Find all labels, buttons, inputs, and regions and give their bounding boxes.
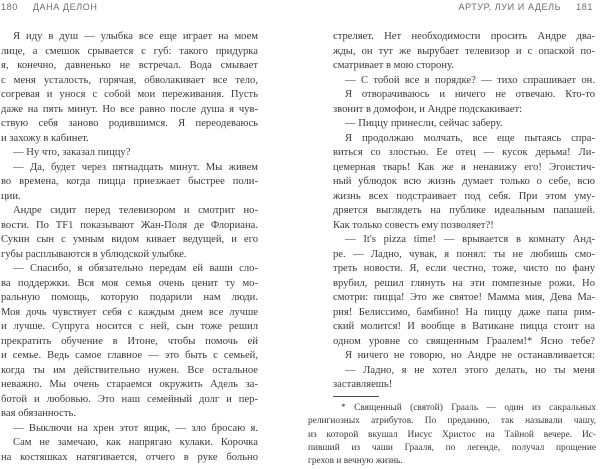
text-line: врубил, решил глянуть на эти помпезные рожи. Но bbox=[333, 277, 595, 289]
paragraph bbox=[333, 364, 595, 393]
text-line: Сукин сын с умным видом кивает ведущей, и его bbox=[1, 234, 258, 245]
text-line: треть новости. Я, если честно, тоже, чисто по фану bbox=[333, 263, 595, 274]
text-line: — Ладно, я не хотел этого делать, но ты меня bbox=[345, 364, 595, 376]
text-line: и семье. Ведь самое главное — это быть с семьей, bbox=[1, 350, 258, 361]
footnote-divider bbox=[333, 396, 379, 397]
text-line: * Священный (святой) Грааль — один из сакральных bbox=[341, 403, 596, 413]
text-line: ботой и любовью. Это наш семейный долг и пер- bbox=[1, 393, 258, 405]
text-line: — С тобой все в порядке? — тихо спрашивает он. bbox=[345, 74, 595, 86]
text-line: виться со злостью. Ее отец — кусок дерьма! Ли- bbox=[333, 147, 595, 158]
text-line: дряется выглядеть на публике идеальным папашей. bbox=[333, 205, 595, 216]
paragraph bbox=[1, 204, 258, 262]
text-line: ре. — Ладно, чувак, я понял: ты не любишь смо- bbox=[333, 248, 595, 260]
text-line: я, конечно, давненько не встречал. Вода смывает bbox=[1, 60, 258, 71]
paragraph bbox=[1, 146, 258, 161]
text-line: грехов и вечную жизнь. bbox=[308, 456, 403, 467]
paragraph bbox=[333, 233, 595, 349]
text-line: Сам не замечаю, как напрягаю кулаки. Корочка bbox=[13, 437, 258, 448]
text-line: Моя дочь чувствует себя с каждым днем все лучше bbox=[1, 306, 258, 318]
text-line: ский молится! И вообще в Ватикане пицца стоит на bbox=[333, 321, 595, 332]
text-line: сматривает в мою сторону. bbox=[333, 60, 454, 71]
text-line: Я продолжаю молчать, все еще пытаясь спра- bbox=[345, 132, 595, 144]
text-line: стреляет. Нет необходимости просить Андре два- bbox=[333, 31, 595, 42]
left-page-body bbox=[1, 30, 258, 465]
right-page-number: 181 bbox=[576, 2, 593, 12]
text-line: ральную помощь, которую подарили нам люди. bbox=[1, 292, 258, 303]
paragraph bbox=[308, 402, 596, 468]
paragraph bbox=[333, 349, 595, 364]
text-line: — It's pizza time! — врывается в комнату Анд- bbox=[345, 234, 595, 245]
right-page-body bbox=[333, 30, 595, 393]
text-line: и лучше. Супруга носится с ней, сын тоже решил bbox=[1, 321, 258, 332]
text-line: из которой вкушал Иисус Христос на Тайной вечере. Ис- bbox=[308, 429, 596, 440]
text-line: Я ничего не говорю, но Андре не останавливается: bbox=[345, 350, 595, 361]
left-running-header bbox=[1, 2, 97, 13]
text-line: — Ну что, заказал пиццу? bbox=[13, 147, 131, 158]
text-line: Я иду в душ — улыбка все еще играет на моем bbox=[13, 31, 258, 42]
text-line: — Да, будет через пятнадцать минут. Мы живем bbox=[13, 161, 258, 173]
left-running-title: ДАНА ДЕЛОН bbox=[32, 2, 98, 12]
paragraph bbox=[1, 422, 258, 437]
paragraph bbox=[333, 74, 595, 89]
paragraph bbox=[1, 161, 258, 205]
footnote-body bbox=[308, 402, 596, 468]
paragraph bbox=[1, 262, 258, 422]
text-line: ции. bbox=[1, 190, 21, 202]
right-running-title: АРТУР, ЛУИ И АДЕЛЬ bbox=[458, 2, 562, 12]
text-line: звонит в домофон, и Андре подскакивает: bbox=[333, 103, 523, 115]
text-line: губы расплываются в ублюдской улыбке. bbox=[1, 248, 187, 260]
text-line: вости. По TF1 показывают Жан-Поля де Флориана. bbox=[1, 219, 258, 231]
paragraph bbox=[1, 30, 258, 146]
text-line: Как только совесть ему позволяет?! bbox=[333, 219, 494, 231]
footnote bbox=[308, 396, 596, 468]
text-line: смотри: пицца! Это же святое! Мамма мия, Дева Ма- bbox=[333, 292, 595, 303]
text-line: цемерная тварь! Как же я ненавижу его! Эгоистич- bbox=[333, 161, 595, 173]
text-line: заставляешь! bbox=[333, 379, 393, 390]
text-line: во времена, когда пицца приезжает быстрее поли- bbox=[1, 176, 258, 187]
text-line: жизнь всех подстраивает под себя. При этом уму- bbox=[333, 190, 595, 202]
text-line: согревая и унося с собой мои переживания. Пусть bbox=[1, 89, 258, 100]
text-line: вая обязанность. bbox=[1, 408, 76, 419]
text-line: ва поддержки. Вся моя семья очень ценит ту мо- bbox=[1, 277, 258, 289]
text-line: — Пиццу принесли, сейчас заберу. bbox=[345, 118, 503, 129]
text-line: Я отворачиваюсь и ничего не отвечаю. Кто-то bbox=[345, 89, 595, 100]
left-page-number: 180 bbox=[1, 2, 18, 12]
text-line: с меня усталость, горячая, обволакивает все тело, bbox=[1, 74, 258, 86]
text-line: ный ублюдок всю жизнь думает только о себе, всю bbox=[333, 176, 595, 187]
paragraph bbox=[333, 117, 595, 132]
paragraph bbox=[333, 30, 595, 74]
text-line: религиозных атрибутов. По преданию, так называли чашу, bbox=[308, 416, 596, 427]
text-line: лице, а смешок срывается с губ: такого придурка bbox=[1, 45, 258, 57]
text-line: жды, он тут же вырубает телевизор и с опаской по- bbox=[333, 45, 595, 57]
text-line: — Спасибо, я обязательно передам ей ваши сло- bbox=[13, 263, 258, 274]
text-line: неважно. Мы очень стараемся окружить Адель за- bbox=[1, 379, 258, 390]
paragraph bbox=[1, 436, 258, 465]
text-line: прекратить обучение в Итоне, чтобы помочь ей bbox=[1, 335, 258, 347]
paragraph bbox=[333, 88, 595, 117]
text-line: пивший из чаши Грааля, по легенде, получал прощение bbox=[308, 442, 596, 453]
text-line: когда ты им действительно нужен. Все остальное bbox=[1, 364, 258, 376]
text-line: Андре сидит перед телевизором и смотрит но- bbox=[13, 205, 258, 216]
paragraph bbox=[333, 132, 595, 234]
text-line: — Выключи на хрен этот ящик, — зло бросаю я. bbox=[13, 422, 258, 434]
text-line: на костяшках натягивается, отчего в руке больно bbox=[1, 451, 258, 463]
text-line: рия! Белиссимо, бамбино! На пиццу даже папа рим- bbox=[333, 306, 595, 318]
text-line: даже на пять минут. Но все равно после душа я чув- bbox=[1, 103, 258, 115]
text-line: одном уровне со священным Граалем!* Ясно тебе? bbox=[333, 335, 595, 347]
text-line: ствую себя заново родившимся. Я переодеваюсь bbox=[1, 118, 258, 129]
text-line: и захожу в кабинет. bbox=[1, 132, 89, 144]
right-running-header bbox=[458, 2, 593, 13]
